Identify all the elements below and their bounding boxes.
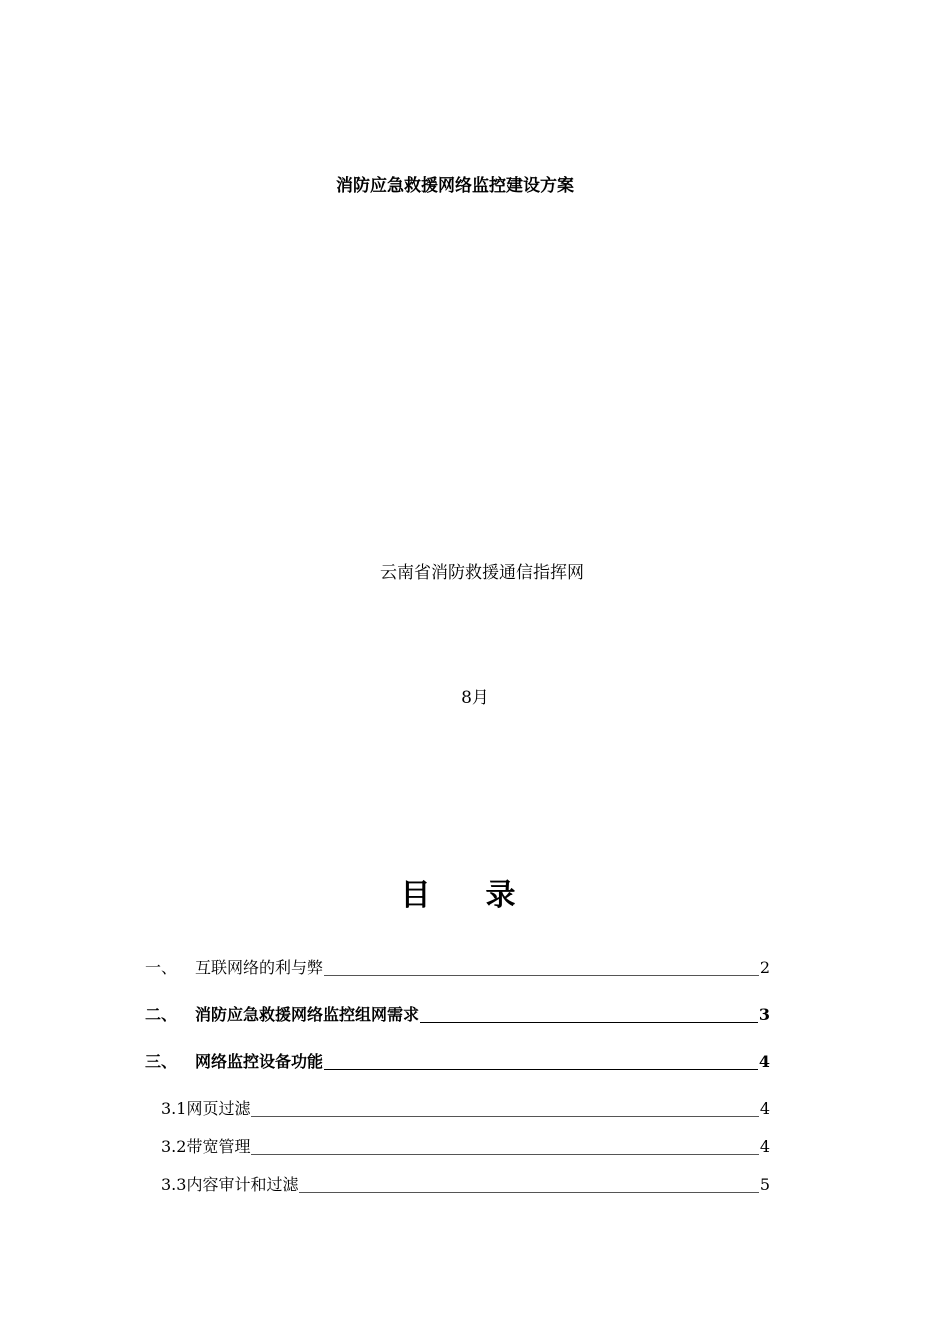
- toc-entry-page: 3: [758, 1005, 770, 1024]
- toc-entry-number: 3.3: [161, 1175, 187, 1194]
- document-title: 消防应急救援网络监控建设方案: [336, 176, 574, 196]
- toc-entry-page: 5: [759, 1175, 770, 1194]
- document-date: 8月: [461, 688, 489, 708]
- toc-leader-line: [299, 1192, 758, 1193]
- toc-entry-number: 3.1: [161, 1099, 187, 1118]
- toc-entry[interactable]: [161, 1170, 770, 1196]
- toc-entry-page: 2: [759, 958, 770, 977]
- toc-leader-line: [251, 1154, 758, 1155]
- toc-leader-line: [324, 975, 759, 976]
- toc-entry-number: 三、: [145, 1052, 178, 1071]
- toc-entry-title: 内容审计和过滤: [186, 1175, 299, 1194]
- toc-entry-page: 4: [758, 1052, 770, 1071]
- toc-entry[interactable]: [161, 1094, 770, 1120]
- toc-entry-number: 二、: [145, 1005, 178, 1024]
- toc-heading: 目录: [400, 878, 571, 913]
- organization-name: 云南省消防救援通信指挥网: [380, 563, 584, 583]
- toc-entry-number: 一、: [145, 958, 178, 977]
- toc-entry-title: 网页过滤: [186, 1099, 251, 1118]
- toc-entry[interactable]: [145, 1047, 770, 1073]
- toc-leader-line: [251, 1116, 758, 1117]
- toc-entry[interactable]: [161, 1132, 770, 1158]
- toc-entry-title: 带宽管理: [186, 1137, 251, 1156]
- toc-entry-title: 网络监控设备功能: [195, 1052, 324, 1071]
- toc-leader-line: [324, 1069, 758, 1070]
- toc-entry-title: 互联网络的利与弊: [195, 958, 324, 977]
- toc-entry-page: 4: [759, 1099, 770, 1118]
- toc-leader-line: [420, 1022, 758, 1023]
- toc-entry-page: 4: [759, 1137, 770, 1156]
- toc-entry-title: 消防应急救援网络监控组网需求: [195, 1005, 420, 1024]
- toc-entry[interactable]: [145, 953, 770, 979]
- toc-entry[interactable]: [145, 1000, 770, 1026]
- toc-entry-number: 3.2: [161, 1137, 187, 1156]
